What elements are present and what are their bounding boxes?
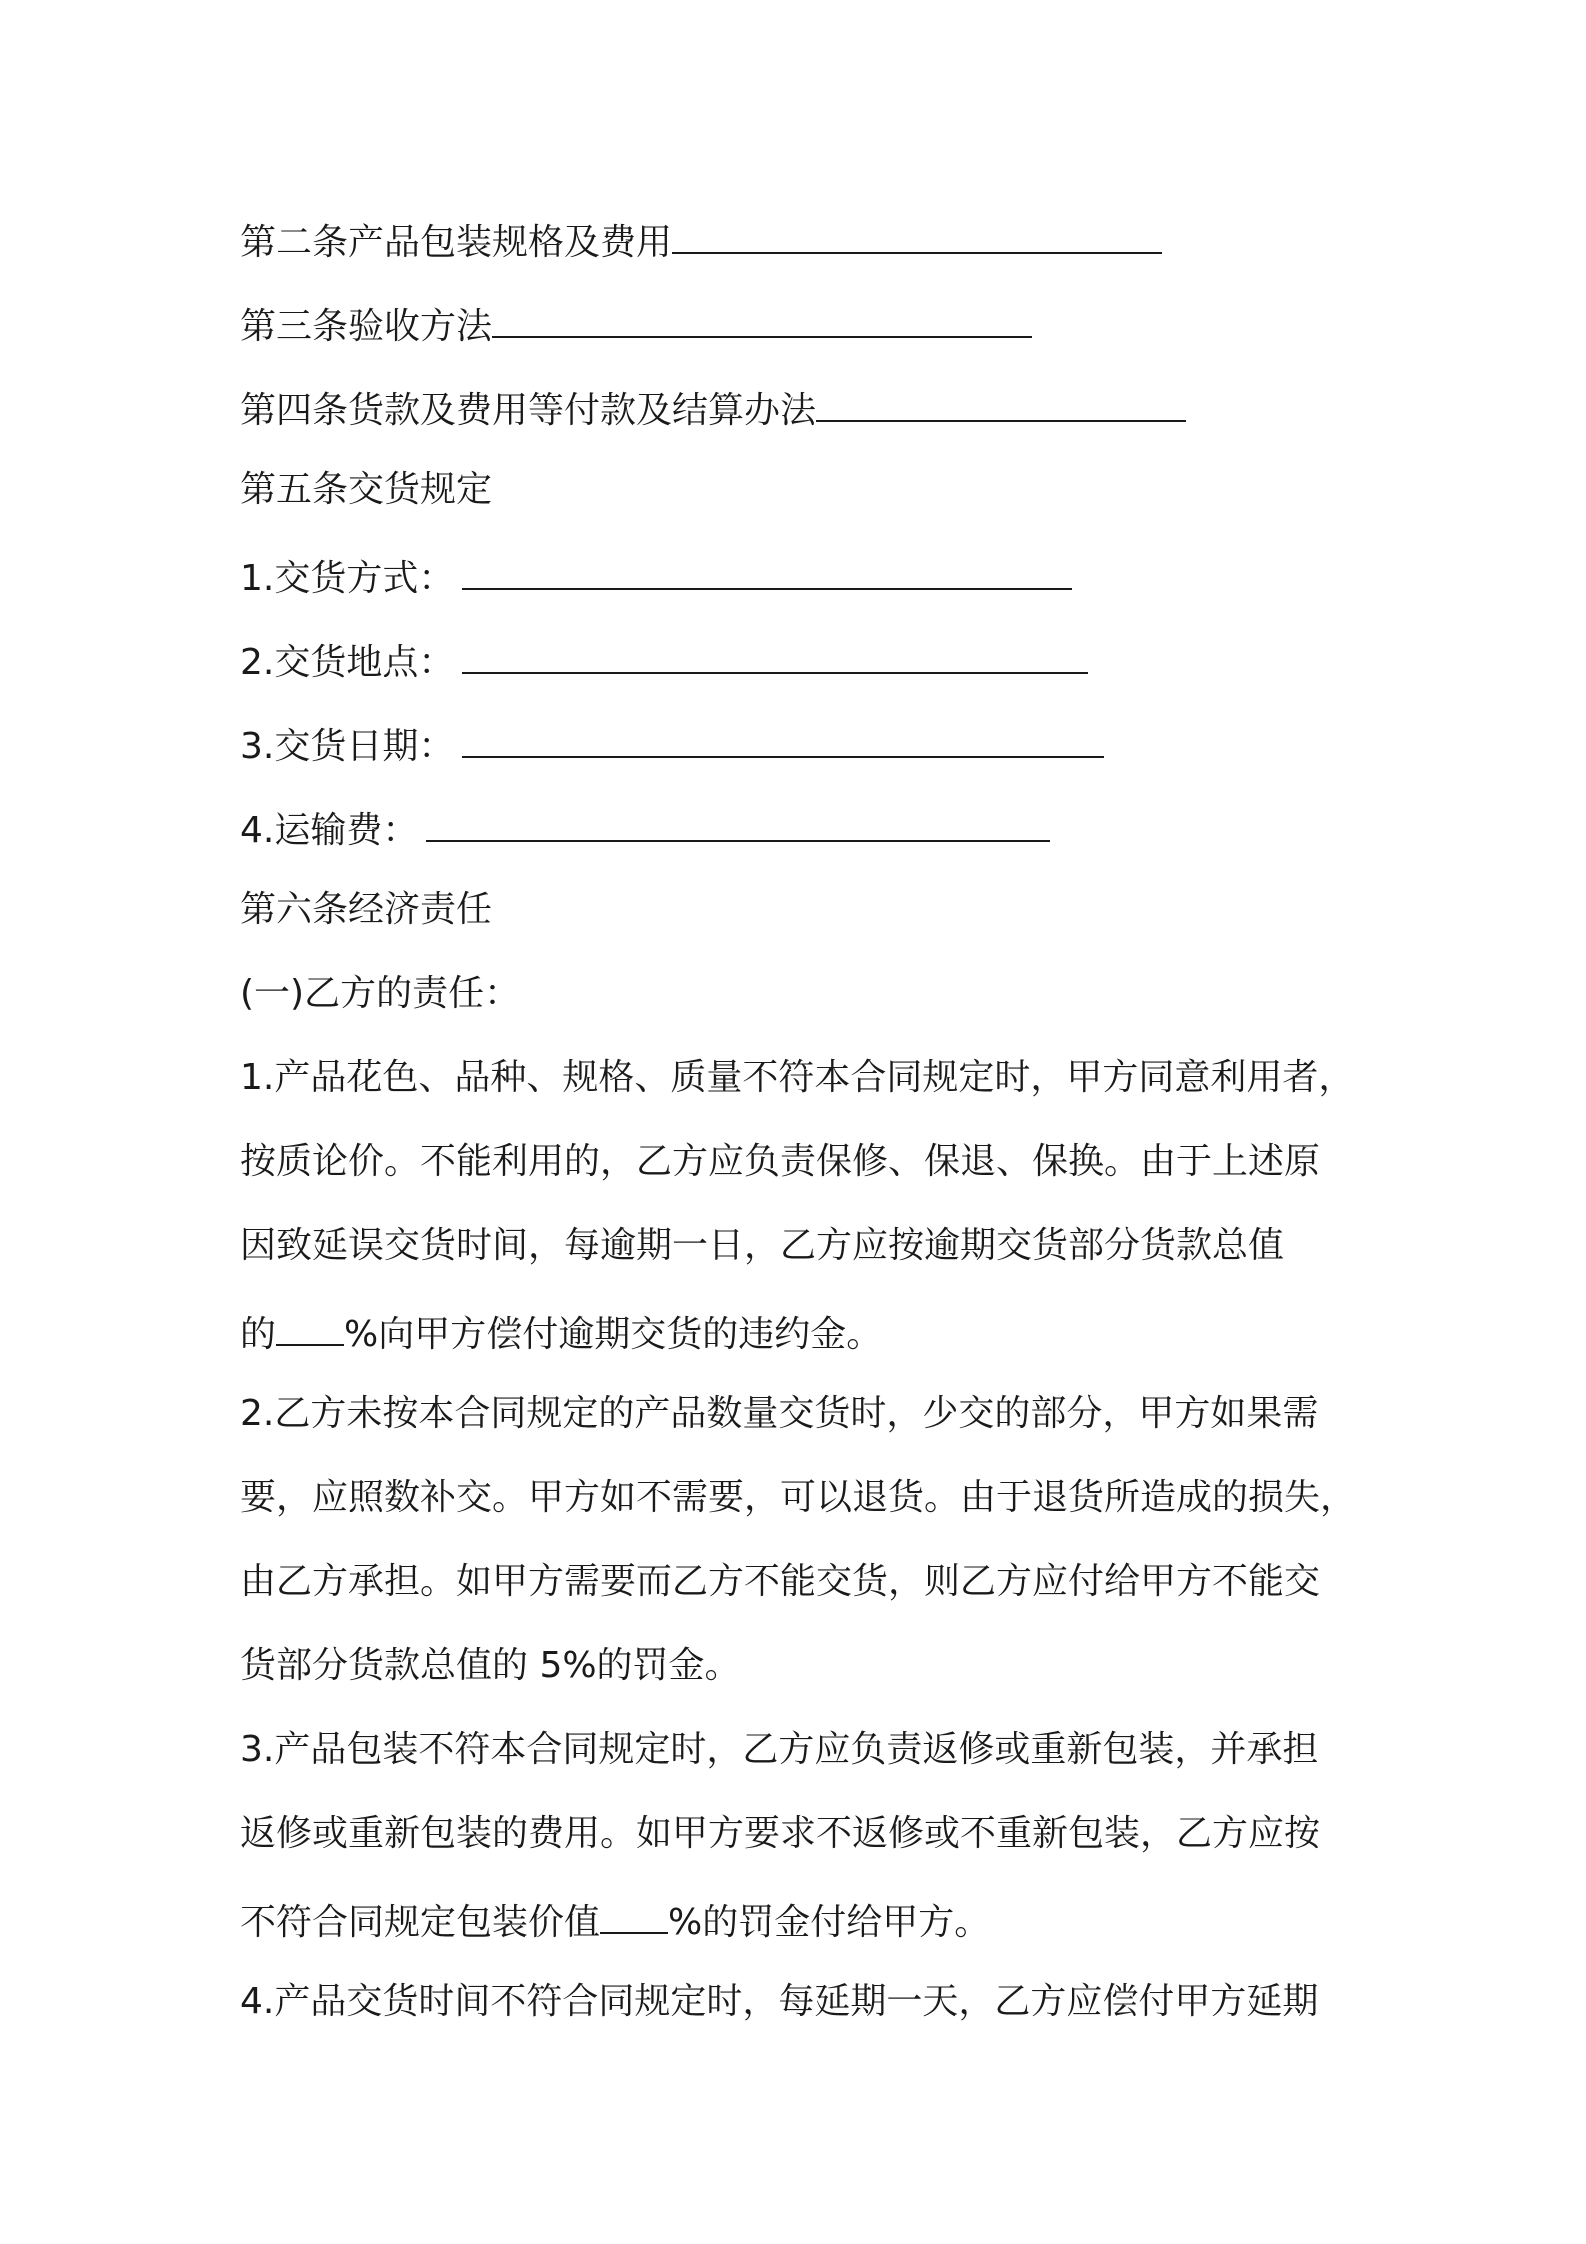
paragraph-text: 3.产品包装不符本合同规定时，乙方应负责返修或重新包装，并承担 xyxy=(240,1729,1319,1770)
delivery-date-line xyxy=(240,712,1104,772)
penalty-percent-blank-field[interactable] xyxy=(276,1300,344,1346)
paragraph-line xyxy=(240,1636,741,1696)
paragraph-text: 由乙方承担。如甲方需要而乙方不能交货，则乙方应付给甲方不能交 xyxy=(240,1561,1321,1602)
delivery-place-label: 2.交货地点： xyxy=(240,642,455,683)
paragraph-text: %向甲方偿付逾期交货的违约金。 xyxy=(344,1314,883,1355)
packaging-penalty-percent-blank-field[interactable] xyxy=(600,1888,668,1934)
article-6-heading xyxy=(240,880,492,940)
paragraph-line xyxy=(240,1132,1320,1192)
delivery-method-blank-field[interactable] xyxy=(462,544,1072,590)
transport-fee-label: 4.运输费： xyxy=(240,810,419,851)
paragraph-line-with-blank xyxy=(240,1888,990,1948)
party-b-responsibility-heading xyxy=(240,964,520,1024)
delivery-method-line xyxy=(240,544,1072,604)
article-4-label: 第四条货款及费用等付款及结算办法 xyxy=(240,390,817,431)
delivery-method-label: 1.交货方式： xyxy=(240,558,455,599)
article-2-packaging-line xyxy=(240,208,1162,268)
paragraph-line xyxy=(240,1720,1318,1780)
delivery-date-blank-field[interactable] xyxy=(462,712,1104,758)
delivery-date-label: 3.交货日期： xyxy=(240,726,455,767)
paragraph-text: 2.乙方未按本合同规定的产品数量交货时，少交的部分，甲方如果需 xyxy=(240,1393,1319,1434)
paragraph-text: 4.产品交货时间不符合同规定时，每延期一天，乙方应偿付甲方延期 xyxy=(240,1981,1319,2022)
article-2-label: 第二条产品包装规格及费用 xyxy=(240,222,673,263)
article-5-heading xyxy=(240,460,492,520)
paragraph-text: 返修或重新包装的费用。如甲方要求不返修或不重新包装，乙方应按 xyxy=(240,1813,1321,1854)
paragraph-line xyxy=(240,1972,1318,2032)
paragraph-text: 1.产品花色、品种、规格、质量不符本合同规定时，甲方同意利用者， xyxy=(240,1057,1355,1098)
transport-fee-blank-field[interactable] xyxy=(426,796,1050,842)
article-4-payment-line xyxy=(240,376,1186,436)
paragraph-text: 按质论价。不能利用的，乙方应负责保修、保退、保换。由于上述原 xyxy=(240,1141,1321,1182)
article-5-label: 第五条交货规定 xyxy=(240,469,493,510)
paragraph-line xyxy=(240,1384,1318,1444)
article-3-label: 第三条验收方法 xyxy=(240,306,493,347)
paragraph-line xyxy=(240,1048,1354,1108)
paragraph-line xyxy=(240,1804,1320,1864)
article-6-label: 第六条经济责任 xyxy=(240,889,493,930)
paragraph-line xyxy=(240,1468,1356,1528)
paragraph-line xyxy=(240,1552,1320,1612)
article-3-blank-field[interactable] xyxy=(492,292,1032,338)
paragraph-text: 不符合同规定包装价值 xyxy=(240,1902,601,1943)
paragraph-text: 因致延误交货时间，每逾期一日，乙方应按逾期交货部分货款总值 xyxy=(240,1225,1285,1266)
paragraph-text: 货部分货款总值的 5%的罚金。 xyxy=(240,1645,741,1686)
paragraph-line-with-blank xyxy=(240,1300,882,1360)
article-2-blank-field[interactable] xyxy=(672,208,1162,254)
article-3-acceptance-line xyxy=(240,292,1032,352)
paragraph-text: %的罚金付给甲方。 xyxy=(668,1902,991,1943)
paragraph-text: 的 xyxy=(240,1314,277,1355)
paragraph-text: 要，应照数补交。甲方如不需要，可以退货。由于退货所造成的损失， xyxy=(240,1477,1357,1518)
transport-fee-line xyxy=(240,796,1050,856)
party-b-responsibility-label: (一)乙方的责任： xyxy=(240,973,521,1014)
paragraph-line xyxy=(240,1216,1284,1276)
article-4-blank-field[interactable] xyxy=(816,376,1186,422)
delivery-place-line xyxy=(240,628,1088,688)
delivery-place-blank-field[interactable] xyxy=(462,628,1088,674)
